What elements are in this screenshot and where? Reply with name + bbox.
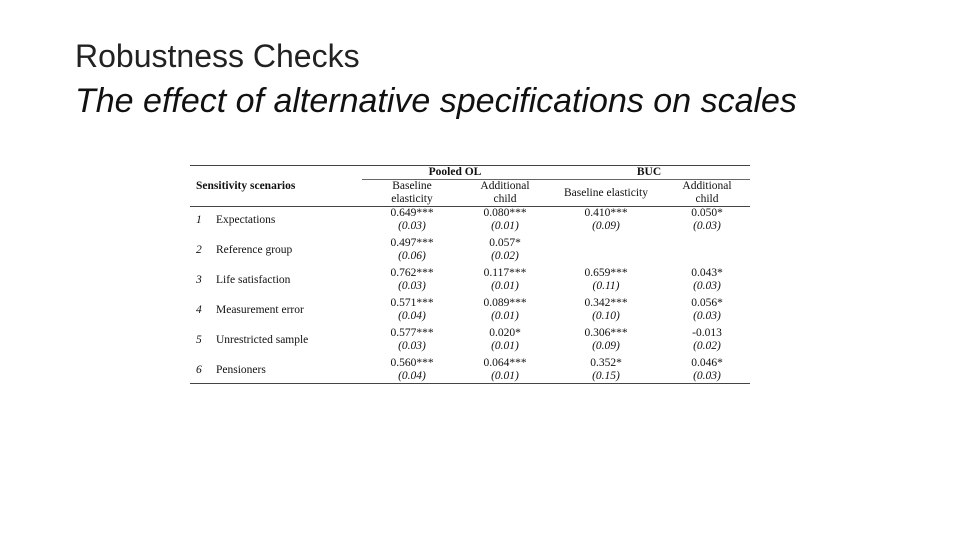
table-row bbox=[190, 237, 750, 250]
column-header-row-2 bbox=[190, 193, 750, 207]
row-header-label: Sensitivity scenarios bbox=[196, 179, 296, 192]
scenario-number: 1 bbox=[196, 213, 202, 226]
buc-child-se: (0.02) bbox=[693, 340, 721, 352]
pooled-baseline-value: 0.497*** bbox=[390, 237, 434, 249]
pooled-child-value: 0.117*** bbox=[483, 267, 527, 279]
buc-baseline-value: 0.306*** bbox=[584, 327, 628, 339]
buc-baseline-value: 0.659*** bbox=[584, 267, 628, 279]
scenario-number: 6 bbox=[196, 363, 202, 376]
scenario-label: Measurement error bbox=[216, 303, 304, 316]
pooled-child-se: (0.01) bbox=[491, 340, 519, 352]
buc-baseline-se bbox=[548, 250, 664, 263]
buc-baseline-se: (0.15) bbox=[592, 370, 620, 382]
table-row bbox=[190, 207, 750, 220]
col-header-pooled-baseline-2: elasticity bbox=[391, 193, 433, 205]
bottom-rule bbox=[190, 384, 750, 385]
buc-baseline-se: (0.09) bbox=[592, 340, 620, 352]
buc-baseline-value bbox=[548, 237, 664, 250]
buc-baseline-value: 0.410*** bbox=[584, 207, 628, 219]
pooled-baseline-value: 0.762*** bbox=[390, 267, 434, 279]
buc-baseline-se: (0.09) bbox=[592, 220, 620, 232]
scenario-label: Unrestricted sample bbox=[216, 333, 309, 346]
pooled-baseline-se: (0.06) bbox=[398, 250, 426, 262]
buc-baseline-value: 0.342*** bbox=[584, 297, 628, 309]
buc-child-se: (0.03) bbox=[693, 310, 721, 322]
scenario-label: Reference group bbox=[216, 243, 293, 256]
scenario-number: 4 bbox=[196, 303, 202, 316]
table-row bbox=[190, 327, 750, 340]
buc-child-value: 0.043* bbox=[691, 267, 723, 279]
results-table bbox=[190, 165, 750, 384]
pooled-baseline-se: (0.03) bbox=[398, 340, 426, 352]
buc-child-value: -0.013 bbox=[692, 327, 722, 339]
group-header-row bbox=[190, 166, 750, 180]
pooled-child-value: 0.089*** bbox=[483, 297, 527, 309]
col-header-pooled-child-2: child bbox=[493, 193, 517, 205]
pooled-baseline-value: 0.560*** bbox=[390, 357, 434, 369]
buc-child-se bbox=[664, 250, 750, 263]
col-header-pooled-baseline: Baseline bbox=[392, 180, 432, 192]
pooled-baseline-value: 0.571*** bbox=[390, 297, 434, 309]
buc-child-se: (0.03) bbox=[693, 280, 721, 292]
slide-title: Robustness Checks bbox=[75, 38, 360, 74]
scenario-number: 3 bbox=[196, 273, 202, 286]
pooled-baseline-se: (0.04) bbox=[398, 370, 426, 382]
col-header-buc-child: Additional bbox=[682, 180, 732, 192]
buc-child-value: 0.050* bbox=[691, 207, 723, 219]
scenario-label: Pensioners bbox=[216, 363, 266, 376]
robustness-table bbox=[190, 165, 750, 384]
slide-subtitle: The effect of alternative specifications on scales bbox=[75, 82, 797, 120]
buc-child-value: 0.046* bbox=[691, 357, 723, 369]
pooled-child-value: 0.057* bbox=[489, 237, 521, 249]
pooled-child-se: (0.01) bbox=[491, 370, 519, 382]
buc-baseline-se: (0.11) bbox=[592, 280, 620, 292]
pooled-baseline-se: (0.03) bbox=[398, 220, 426, 232]
col-header-buc-baseline: Baseline elasticity bbox=[564, 186, 648, 199]
column-header-row-1 bbox=[190, 180, 750, 194]
pooled-baseline-value: 0.577*** bbox=[390, 327, 434, 339]
buc-child-se: (0.03) bbox=[693, 220, 721, 232]
table-row bbox=[190, 267, 750, 280]
pooled-child-se: (0.02) bbox=[491, 250, 519, 262]
pooled-child-value: 0.080*** bbox=[483, 207, 527, 219]
table-row bbox=[190, 297, 750, 310]
buc-baseline-se: (0.10) bbox=[592, 310, 620, 322]
pooled-child-se: (0.01) bbox=[491, 310, 519, 322]
col-header-buc-child-2: child bbox=[695, 193, 719, 205]
pooled-child-value: 0.020* bbox=[489, 327, 521, 339]
pooled-child-se: (0.01) bbox=[491, 280, 519, 292]
pooled-child-value: 0.064*** bbox=[483, 357, 527, 369]
buc-child-value: 0.056* bbox=[691, 297, 723, 309]
scenario-label: Expectations bbox=[216, 213, 276, 226]
scenario-number: 5 bbox=[196, 333, 202, 346]
pooled-baseline-se: (0.03) bbox=[398, 280, 426, 292]
pooled-baseline-se: (0.04) bbox=[398, 310, 426, 322]
scenario-number: 2 bbox=[196, 243, 202, 256]
col-header-pooled-child: Additional bbox=[480, 180, 530, 192]
table-row bbox=[190, 357, 750, 370]
group-header-buc: BUC bbox=[548, 166, 750, 180]
pooled-child-se: (0.01) bbox=[491, 220, 519, 232]
buc-child-value bbox=[664, 237, 750, 250]
pooled-baseline-value: 0.649*** bbox=[390, 207, 434, 219]
buc-child-se: (0.03) bbox=[693, 370, 721, 382]
group-header-pooled-ol: Pooled OL bbox=[362, 166, 548, 180]
scenario-label: Life satisfaction bbox=[216, 273, 291, 286]
buc-baseline-value: 0.352* bbox=[590, 357, 622, 369]
